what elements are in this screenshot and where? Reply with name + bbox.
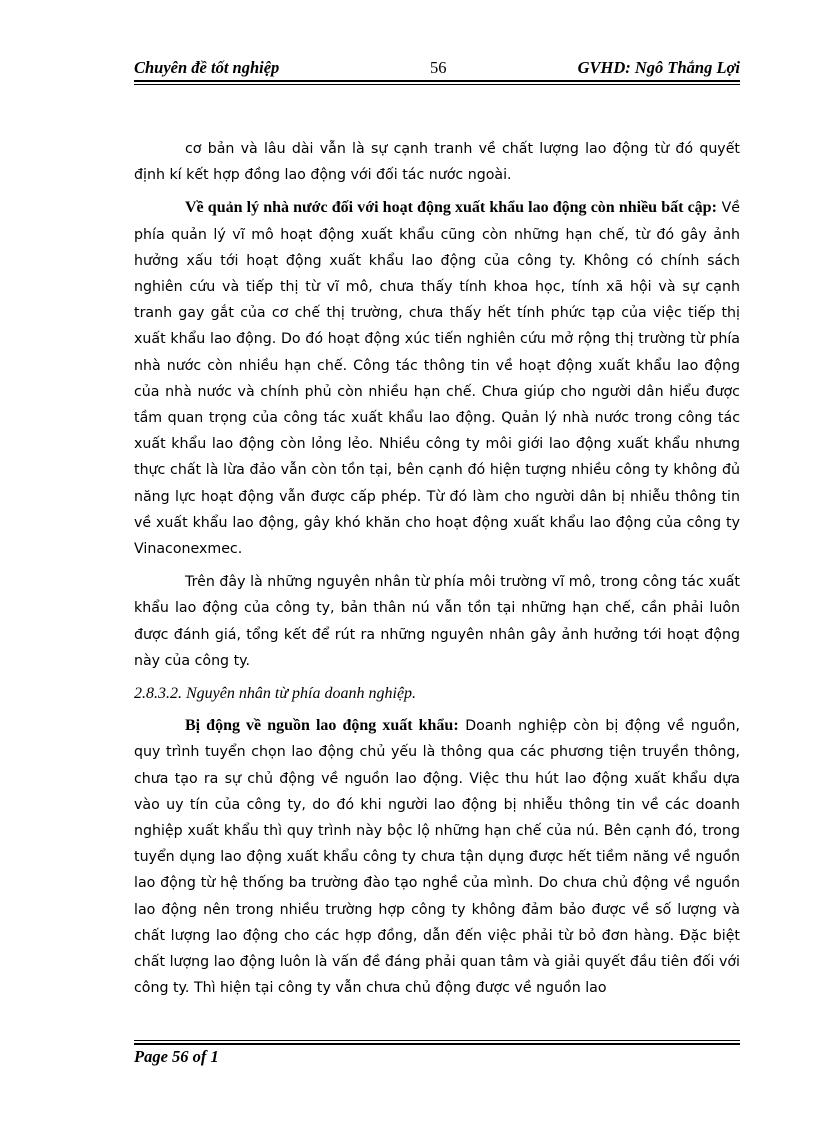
paragraph-text: Doanh nghiệp còn bị động về nguồn, quy trình tuyển chọn lao động chủ yếu là thông qua các phương tiện truyền thông, chưa tạo ra sự chủ động về nguồn lao động. Việc thu hút lao động xuất khẩu dựa vào uy tín của công ty, do đó khi người lao động bị nhiễu thông tin về các doanh nghiệp xuất khẩu thì quy trình này bộc lộ những hạn chế của nú. Bên cạnh đó, trong tuyển dụng lao động xuất khẩu công ty chưa tận dụng được hết tiềm năng về nguồn lao động từ hệ thống ba trường đào tạo nghề của mình. Do chưa chủ động về nguồn lao động nên trong nhiều trường hợp công ty không đảm bảo được về số lượng và chất lượng lao động cho các hợp đồng, dẫn đến việc phải từ bỏ đơn hàng. Đặc biệt chất lượng lao động luôn là vấn đề đáng phải quan tâm và giải quyết đầu tiên đối với công ty. Thì hiện tại công ty vẫn chưa chủ động được về nguồn lao [134, 718, 740, 997]
paragraph-continued [134, 136, 740, 188]
page-body [134, 136, 740, 1009]
header-rule-thin [134, 84, 740, 85]
header-advisor: GVHD: Ngô Thắng Lợi [577, 58, 740, 77]
footer-rule-thick [134, 1043, 740, 1045]
paragraph-bold-lead: Bị động về nguồn lao động xuất khẩu: [185, 717, 459, 735]
paragraph-text: Về phía quản lý vĩ mô hoạt động xuất khẩu cũng còn những hạn chế, từ đó gây ảnh hưởng xấu tới hoạt động xuất khẩu lao động của công ty. Không có chính sách nghiên cứu và tiếp thị từ vĩ mô, chưa thấy tính khoa học, tính xã hội và sự cạnh tranh gay gắt của cơ chế thị trường, chưa thấy hết tính phức tạp của việc tiếp thị xuất khẩu lao động. Do đó hoạt động xúc tiến nghiên cứu mở rộng thị trường từ phía nhà nước còn nhiều hạn chế. Công tác thông tin về hoạt động xuất khẩu lao động của nhà nước và chính phủ còn nhiều hạn chế. Chưa giúp cho người dân hiểu được tầm quan trọng của công tác xuất khẩu lao động. Quản lý nhà nước trong công tác xuất khẩu lao động còn lỏng lẻo. Nhiều công ty môi giới lao động xuất khẩu nhưng thực chất là lừa đảo vẫn còn tồn tại, bên cạnh đó hiện tượng nhiều công ty không đủ năng lực hoạt động vẫn được cấp phép. Từ đó làm cho người dân bị nhiễu thông tin về xuất khẩu lao động, gây khó khăn cho hoạt động xuất khẩu lao động của công ty Vinaconexmec. [134, 200, 741, 558]
header-rule-thick [134, 80, 740, 82]
paragraph-summary [134, 569, 740, 674]
header-title: Chuyên đề tốt nghiệp [134, 58, 280, 77]
paragraph-labor-source [134, 713, 740, 1001]
page-footer: Page 56 of 1 [134, 1047, 219, 1066]
paragraph-bold-lead: Về quản lý nhà nước đối với hoạt động xuất khẩu lao động còn nhiều bất cập: [185, 199, 717, 217]
section-subheading: 2.8.3.2. Nguyên nhân từ phía doanh nghiệp. [134, 685, 417, 703]
header-page-number: 56 [430, 58, 447, 77]
paragraph-state-management [134, 195, 740, 562]
page-header [134, 58, 740, 80]
footer-rule-thin [134, 1040, 740, 1041]
paragraph-text: Trên đây là những nguyên nhân từ phía môi trường vĩ mô, trong công tác xuất khẩu lao động của công ty, bản thân nú vẫn tồn tại những hạn chế, cần phải luôn được đánh giá, tổng kết để rút ra những nguyên nhân gây ảnh hưởng tới hoạt động này của công ty. [134, 574, 740, 669]
paragraph-text: cơ bản và lâu dài vẫn là sự cạnh tranh về chất lượng lao động từ đó quyết định kí kết hợp đồng lao động với đối tác nước ngoài. [134, 141, 740, 184]
